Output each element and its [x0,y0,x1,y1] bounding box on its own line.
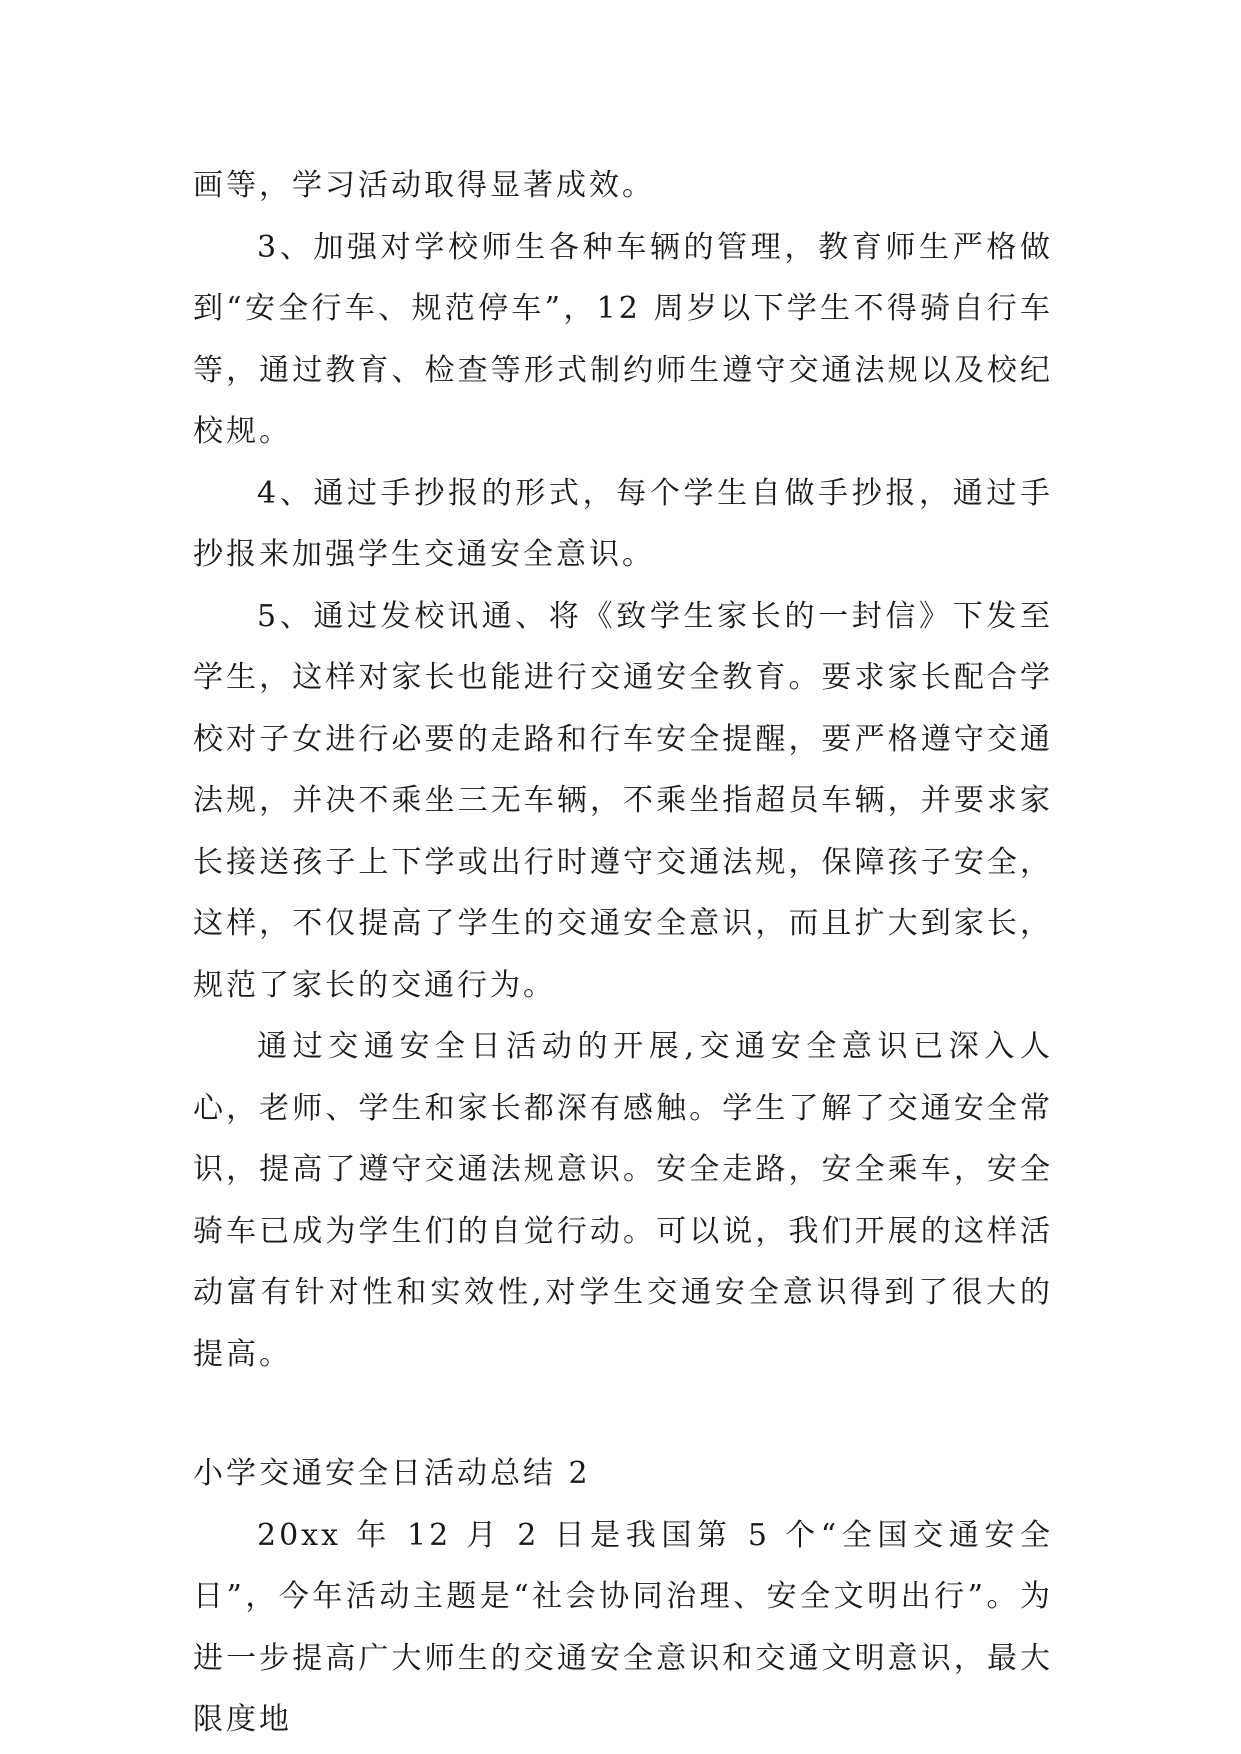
paragraph-item-4: 4、通过手抄报的形式，每个学生自做手抄报，通过手抄报来加强学生交通安全意识。 [193,475,1053,572]
section-title: 小学交通安全日活动总结 2 [193,1456,591,1491]
paragraph-conclusion: 通过交通安全日活动的开展,交通安全意识已深入人心，老师、学生和家长都深有感触。学生了解了交通安全常识，提高了遵守交通法规意识。安全走路，安全乘车，安全骑车已成为学生们的自觉行动。可以说，我们开展的这样活动富有针对性和实效性,对学生交通安全意识得到了很大的提高。 [193,1029,1053,1372]
paragraph-continuation: 画等，学习活动取得显著成效。 [193,168,655,203]
paragraph-item-3: 3、加强对学校师生各种车辆的管理，教育师生严格做到“安全行车、规范停车”，12 周岁以下学生不得骑自行车等，通过教育、检查等形式制约师生遵守交通法规以及校纪校规。 [193,229,1053,449]
paragraph-item-5: 5、通过发校讯通、将《致学生家长的一封信》下发至学生，这样对家长也能进行交通安全教育。要求家长配合学校对子女进行必要的走路和行车安全提醒，要严格遵守交通法规，并决不乘坐三无车辆，不乘坐指超员车辆，并要求家长接送孩子上下学或出行时遵守交通法规，保障孩子安全，这样，不仅提高了学生的交通安全意识，而且扩大到家长，规范了家长的交通行为。 [193,598,1053,1003]
paragraph-intro: 20xx 年 12 月 2 日是我国第 5 个“全国交通安全日”，今年活动主题是“社会协同治理、安全文明出行”。为进一步提高广大师生的交通安全意识和交通文明意识，最大限度地 [193,1517,1053,1737]
document-page [193,155,1053,1751]
